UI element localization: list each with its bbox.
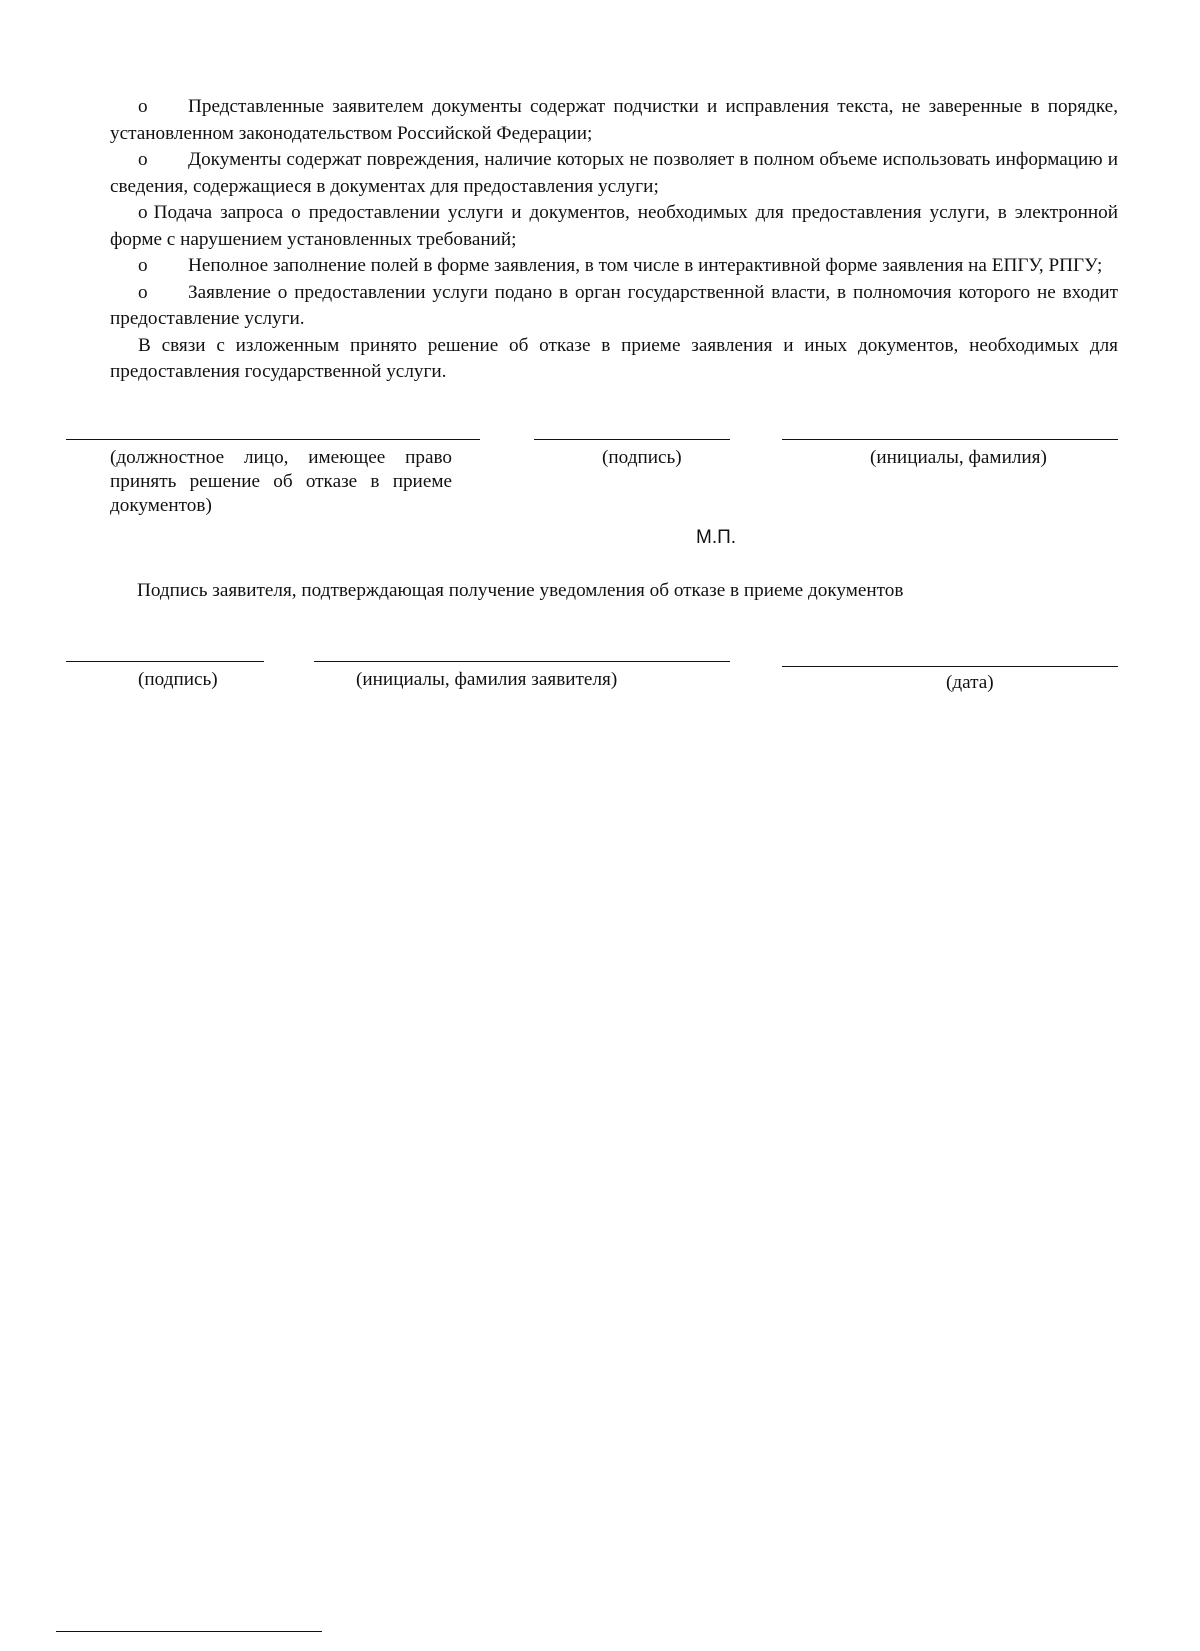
ground-text-1: Представленные заявителем документы содержат подчистки и исправления текста, не заверенные в порядке, установленном законодательством Российской Федерации; [110, 96, 1118, 144]
ground-item-1 [110, 94, 1118, 147]
ground-text-3: Подача запроса о предоставлении услуги и документов, необходимых для предоставления услуги, в электронной форме с нарушением установленных требований; [110, 202, 1118, 250]
applicant-acknowledgement-text: Подпись заявителя, подтверждающая получение уведомления об отказе в приеме документов [137, 580, 904, 601]
bullet-marker: o [138, 255, 148, 276]
ground-text-4: Неполное заполнение полей в форме заявления, в том числе в интерактивной форме заявления на ЕПГУ, РПГУ; [188, 255, 1103, 276]
ground-text-2: Документы содержат повреждения, наличие которых не позволяет в полном объеме использовать информацию и сведения, содержащиеся в документах для предоставления услуги; [110, 149, 1118, 197]
decision-paragraph: В связи с изложенным принято решение об отказе в приеме заявления и иных документов, необходимых для предоставления государственной услуги. [110, 334, 1118, 382]
bullet-marker: o [138, 281, 148, 303]
applicant-signature-caption: (подпись) [138, 669, 218, 690]
footnote-separator [56, 1631, 322, 1632]
refusal-grounds-list [110, 94, 1118, 386]
applicant-date-line [782, 666, 1118, 667]
official-name-line [782, 439, 1118, 440]
bullet-marker: o [138, 96, 148, 117]
official-position-line [66, 439, 480, 440]
bullet-marker: o [138, 202, 148, 223]
ground-item-3 [110, 200, 1118, 253]
stamp-placeholder-label: М.П. [696, 527, 737, 548]
official-signature-line [534, 439, 730, 440]
ground-text-5: Заявление о предоставлении услуги подано в орган государственной власти, в полномочия которого не входит предоставление услуги. [110, 281, 1118, 329]
official-signature-caption: (подпись) [602, 447, 682, 468]
bullet-marker: o [138, 149, 148, 170]
applicant-date-caption: (дата) [946, 672, 994, 693]
official-name-caption: (инициалы, фамилия) [870, 447, 1047, 468]
applicant-name-caption: (инициалы, фамилия заявителя) [356, 669, 618, 690]
ground-item-2 [110, 147, 1118, 200]
applicant-signature-line [66, 661, 264, 662]
ground-item-5 [110, 280, 1118, 333]
applicant-name-line [314, 661, 730, 662]
official-position-caption: (должностное лицо, имеющее право принять решение об отказе в приеме документов) [110, 447, 452, 516]
ground-item-4 [110, 253, 1118, 280]
